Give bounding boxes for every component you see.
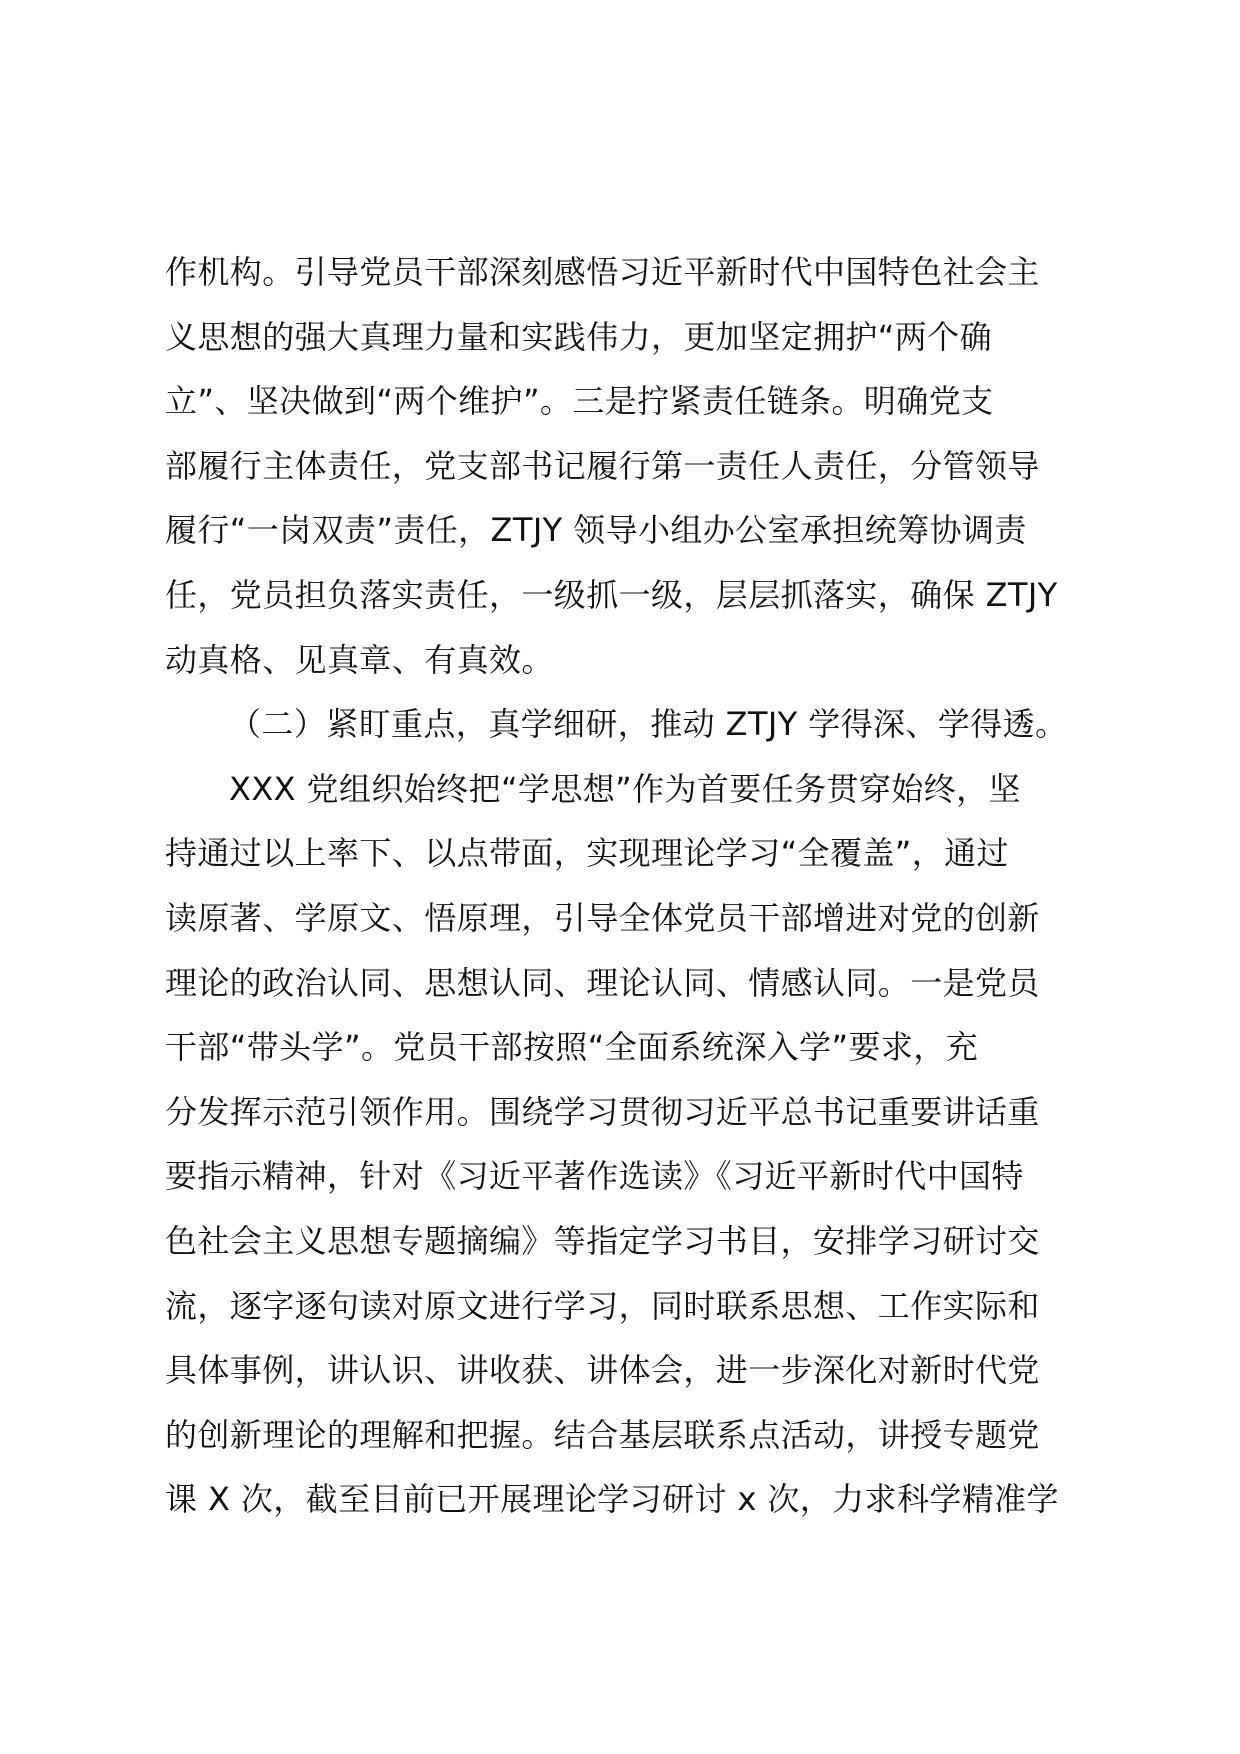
paragraph-line: 具体事例，讲认识、讲收获、讲体会，进一步深化对新时代党 xyxy=(165,1351,1040,1390)
paragraph-line: 要指示精神，针对《习近平著作选读》《习近平新时代中国特 xyxy=(165,1157,1024,1196)
paragraph-line: 分发挥示范引领作用。围绕学习贯彻习近平总书记重要讲话重 xyxy=(165,1092,1040,1131)
paragraph-line: 义思想的强大真理力量和实践伟力，更加坚定拥护“两个确 xyxy=(165,317,992,356)
paragraph-line: 读原著、学原文、悟原理，引导全体党员干部增进对党的创新 xyxy=(165,898,1040,937)
paragraph-line: 理论的政治认同、思想认同、理论认同、情感认同。一是党员 xyxy=(165,963,1040,1002)
document-body xyxy=(165,240,1090,1532)
paragraph-line: 课 X 次，截至目前已开展理论学习研讨 x 次，力求科学精准学 xyxy=(165,1480,1059,1519)
paragraph-line: 流，逐字逐句读对原文进行学习，同时联系思想、工作实际和 xyxy=(165,1286,1040,1325)
paragraph-line: 色社会主义思想专题摘编》等指定学习书目，安排学习研讨交 xyxy=(165,1221,1040,1260)
paragraph-line: 作机构。引导党员干部深刻感悟习近平新时代中国特色社会主 xyxy=(165,253,1040,291)
paragraph-line: 干部“带头学”。党员干部按照“全面系统深入学”要求，充 xyxy=(165,1028,979,1067)
paragraph-line: 部履行主体责任，党支部书记履行第一责任人责任，分管领导 xyxy=(165,446,1040,485)
paragraph-line: 持通过以上率下、以点带面，实现理论学习“全覆盖”，通过 xyxy=(165,834,1009,873)
paragraph-line: 任，党员担负落实责任，一级抓一级，层层抓落实，确保 ZTJY xyxy=(165,575,1058,614)
paragraph-line: 动真格、见真章、有真效。 xyxy=(165,640,554,679)
paragraph-line: 的创新理论的理解和把握。结合基层联系点活动，讲授专题党 xyxy=(165,1415,1040,1454)
paragraph-line: 立”、坚决做到“两个维护”。三是拧紧责任链条。明确党支 xyxy=(165,382,994,421)
paragraph-line: 履行“一岗双责”责任，ZTJY 领导小组办公室承担统筹协调责 xyxy=(165,511,1027,550)
paragraph-line: XXX 党组织始终把“学思想”作为首要任务贯穿始终，坚 xyxy=(229,769,1021,808)
section-heading: （二）紧盯重点，真学细研，推动 ZTJY 学得深、学得透。 xyxy=(229,705,1068,744)
